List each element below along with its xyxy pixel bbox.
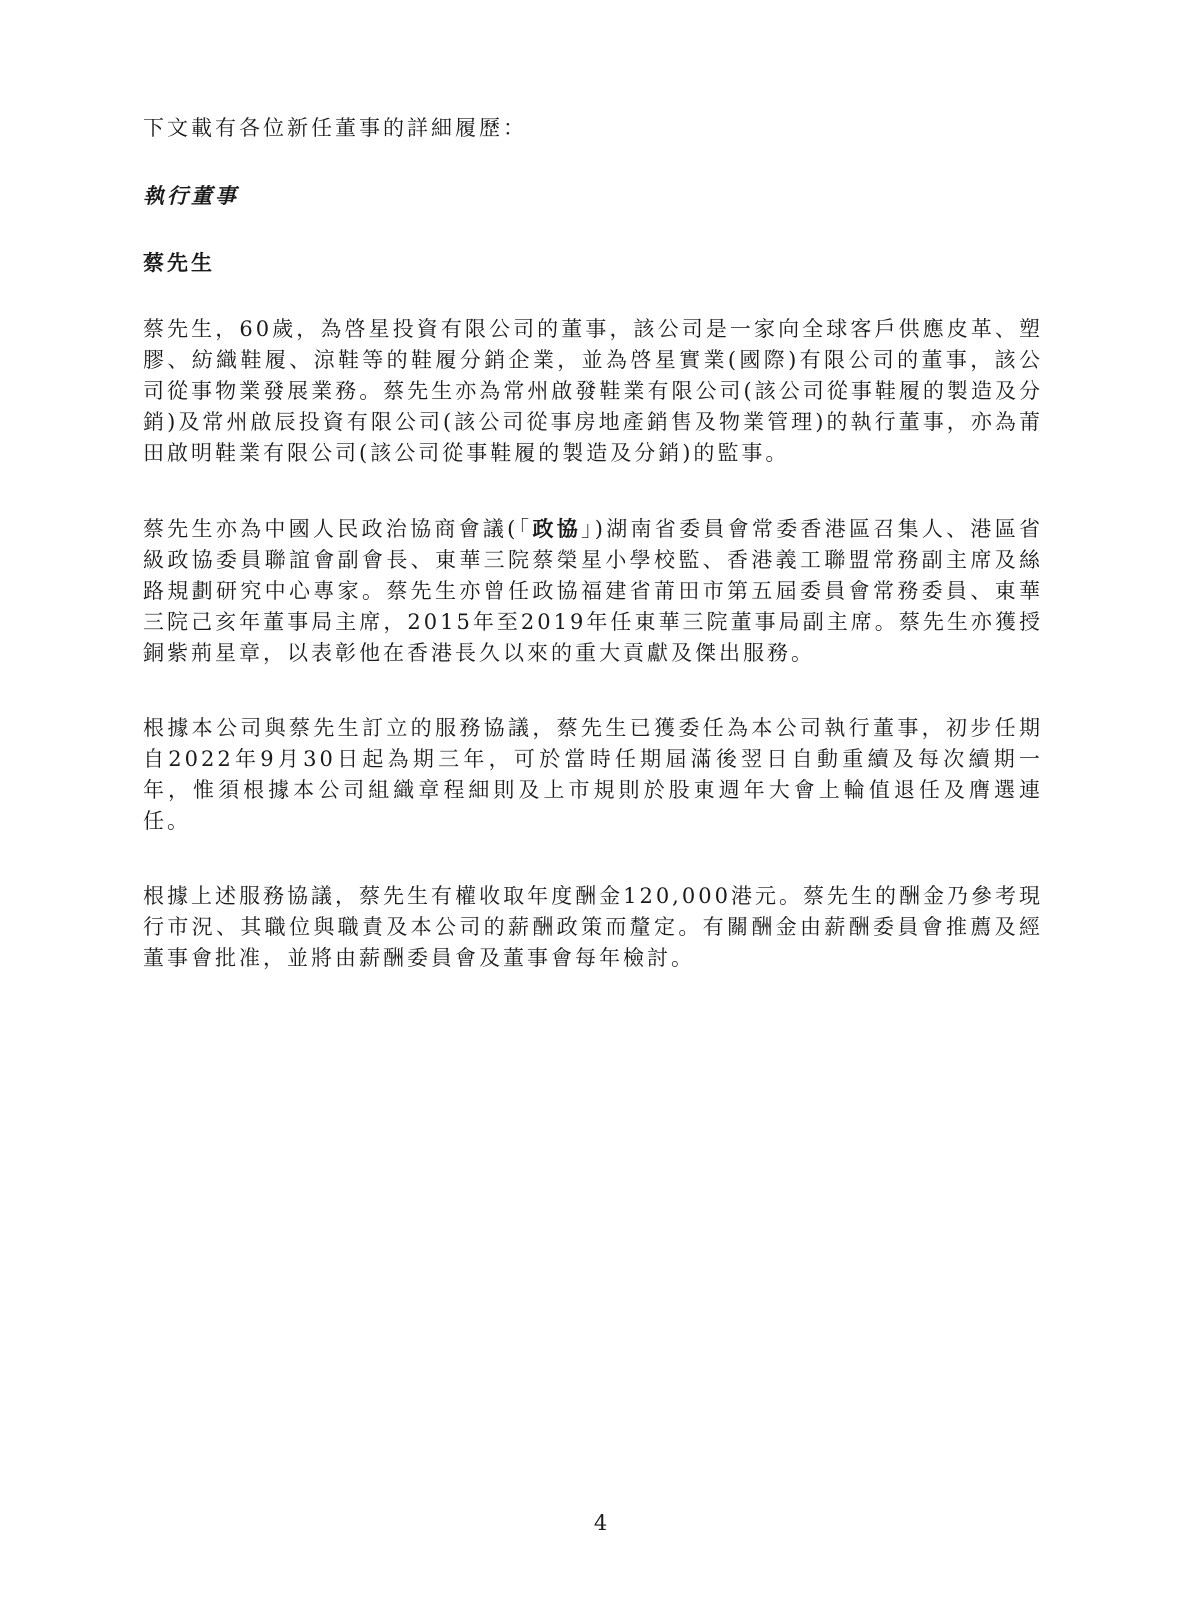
section-heading: 執行董事 <box>143 184 239 208</box>
paragraph-public-roles <box>143 514 1043 669</box>
intro-text: 下文載有各位新任董事的詳細履歷： <box>143 116 527 140</box>
page-number: 4 <box>593 1511 608 1535</box>
paragraph-2-after: 」)湖南省委員會常委香港區召集人、港區省級政協委員聯誼會副會長、東華三院蔡榮星小學校監、香港義工聯盟常務副主席及絲路規劃研究中心專家。蔡先生亦曾任政協福建省莆田市第五屆委員會常務委員、東華三院己亥年董事局主席，2015年至2019年任東華三院董事局副主席。蔡先生亦獲授銅紫荊星章，以表彰他在香港長久以來的重大貢獻及傑出服務。 <box>143 517 1043 665</box>
paragraph-background: 蔡先生，60歲，為啓星投資有限公司的董事，該公司是一家向全球客戶供應皮革、塑膠、紡織鞋履、涼鞋等的鞋履分銷企業，並為啓星實業(國際)有限公司的董事，該公司從事物業發展業務。蔡先生亦為常州啟發鞋業有限公司(該公司從事鞋履的製造及分銷)及常州啟辰投資有限公司(該公司從事房地產銷售及物業管理)的執行董事，亦為莆田啟明鞋業有限公司(該公司從事鞋履的製造及分銷)的監事。 <box>143 317 1043 465</box>
defined-term: 政協 <box>532 517 581 541</box>
paragraph-2-before: 蔡先生亦為中國人民政治協商會議(「 <box>143 517 533 541</box>
paragraph-remuneration: 根據上述服務協議，蔡先生有權收取年度酬金120,000港元。蔡先生的酬金乃參考現行市況、其職位與職責及本公司的薪酬政策而釐定。有關酬金由薪酬委員會推薦及經董事會批准，並將由薪酬委員會及董事會每年檢討。 <box>143 884 1043 970</box>
paragraph-service-agreement: 根據本公司與蔡先生訂立的服務協議，蔡先生已獲委任為本公司執行董事，初步任期自2022年9月30日起為期三年，可於當時任期屆滿後翌日自動重續及每次續期一年，惟須根據本公司組織章程細則及上市規則於股東週年大會上輪值退任及膺選連任。 <box>143 716 1043 833</box>
person-name-heading: 蔡先生 <box>143 251 215 275</box>
